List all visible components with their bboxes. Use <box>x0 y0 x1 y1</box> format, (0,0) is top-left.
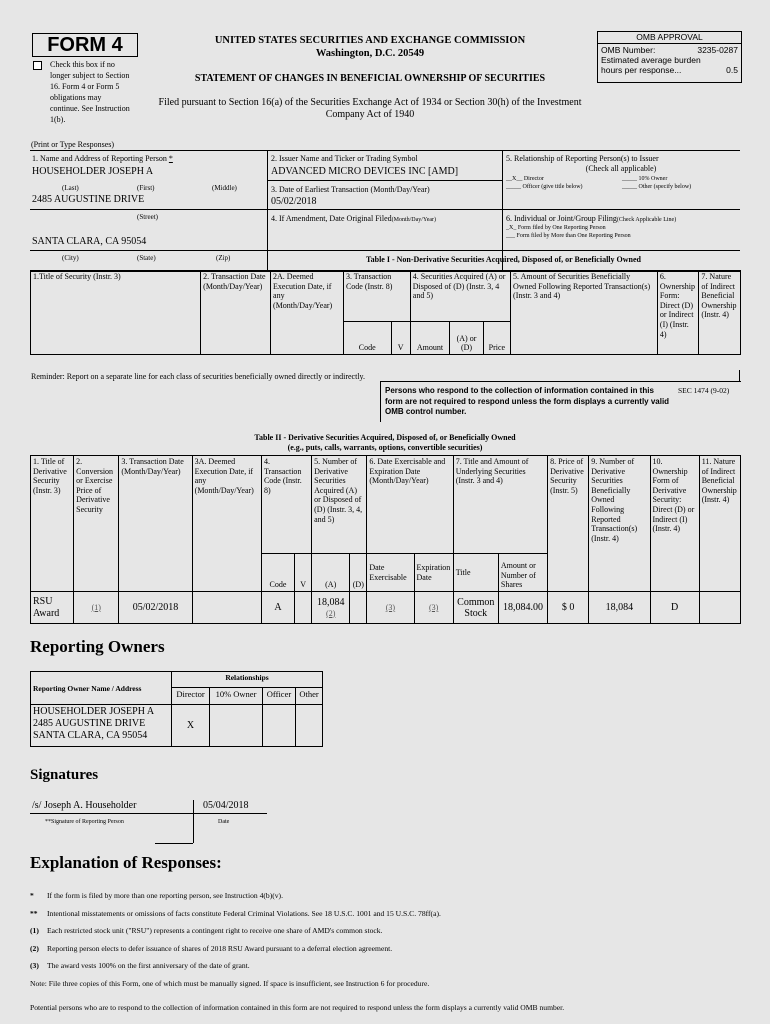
first-label: (First) <box>137 184 155 192</box>
owners-other-mark <box>296 705 323 747</box>
relationship-check: (Check all applicable) <box>585 164 657 173</box>
t1-amount: Amount <box>410 322 450 355</box>
omb-number: 3235-0287 <box>697 45 738 55</box>
omb-hours: 0.5 <box>726 65 738 75</box>
explanation-text: If the form is filed by more than one reporting person, see Instruction 4(b)(v). <box>47 891 283 900</box>
street-address: 2485 AUGUSTINE DRIVE <box>32 194 145 205</box>
t2-row-title: Common Stock <box>453 592 498 624</box>
t2-v: V <box>295 554 312 592</box>
print-type: (Print or Type Responses) <box>31 140 115 149</box>
t2-row-owned: 18,084 <box>589 592 650 624</box>
t2-h2: 2. Conversion or Exercise Price of Derivative Security <box>74 456 119 592</box>
owners-10pct-mark <box>210 705 263 747</box>
omb-title: OMB APPROVAL <box>598 32 741 44</box>
t2-row-d <box>350 592 367 624</box>
owners-col-name: Reporting Owner Name / Address <box>31 672 172 705</box>
t1-h1: 1.Title of Security (Instr. 3) <box>31 271 201 355</box>
city-address: SANTA CLARA, CA 95054 <box>32 236 147 247</box>
table1 <box>30 270 741 355</box>
t2-h9: 9. Number of Derivative Securities Beneficially Owned Following Reported Transaction(s) (Instr. 4) <box>589 456 650 592</box>
signature-label: **Signature of Reporting Person <box>45 819 124 825</box>
t2-h5: 5. Number of Derivative Securities Acquired (A) or Disposed of (D) (Instr. 3, 4, and 5) <box>312 456 367 554</box>
t2-h10: 10. Ownership Form of Derivative Security: Direct (D) or Indirect (I) (Instr. 4) <box>650 456 699 592</box>
divider <box>267 150 268 270</box>
divider <box>155 843 193 844</box>
no-longer-subject-checkbox[interactable] <box>33 61 42 70</box>
agency-city: Washington, D.C. 20549 <box>315 48 425 59</box>
omb-hours-label: hours per response... <box>601 65 682 75</box>
form-title: FORM 4 <box>47 34 123 56</box>
explanation-mark: * <box>30 891 34 900</box>
t2-row-exp[interactable]: (3) <box>414 592 453 624</box>
owners-name: HOUSEHOLDER JOSEPH A <box>33 706 155 717</box>
t1-h4: 4. Securities Acquired (A) or Disposed of (D) (Instr. 3, 4 and 5) <box>410 271 510 322</box>
owners-10pct-col: 10% Owner <box>210 688 263 705</box>
relationship-officer: _____ Officer (give title below) <box>506 184 583 190</box>
owners-address <box>31 705 172 747</box>
t1-h7: 7. Nature of Indirect Beneficial Ownership (Instr. 4) <box>699 271 741 355</box>
relationship-label: 5. Relationship of Reporting Person(s) to Issuer <box>506 154 659 163</box>
t2-amount-col: Amount or Number of Shares <box>498 554 547 592</box>
t2-row-nature <box>699 592 740 624</box>
t1-price: Price <box>483 322 510 355</box>
explanation-item <box>30 961 740 979</box>
t1-h5: 5. Amount of Securities Beneficially Owned Following Reported Transaction(s) (Instr. 3 and 4) <box>511 271 658 355</box>
agency-name: UNITED STATES SECURITIES AND EXCHANGE COMMISSION <box>214 35 526 46</box>
relationship-10pct: _____ 10% Owner <box>622 176 668 182</box>
signature: /s/ Joseph A. Householder <box>32 800 137 811</box>
last-label: (Last) <box>62 184 79 192</box>
t2-row-v <box>295 592 312 624</box>
t2-row-shares: 18,084.00 <box>498 592 547 624</box>
owners-city: SANTA CLARA, CA 95054 <box>33 730 148 741</box>
owners-officer-mark <box>263 705 296 747</box>
t2-row-conv-note[interactable]: (1) <box>74 592 119 624</box>
reminder: Reminder: Report on a separate line for each class of securities beneficially owned directly or indirectly. <box>31 372 366 381</box>
statement-title: STATEMENT OF CHANGES IN BENEFICIAL OWNERSHIP OF SECURITIES <box>194 73 546 84</box>
relationship-other: _____ Other (specify below) <box>622 184 692 190</box>
persons-notice: Persons who respond to the collection of information contained in this form are not required to respond unless the form displays a currently valid OMB control number. <box>385 386 670 416</box>
t2-row-security: RSU Award <box>31 592 74 624</box>
note-text: Note: File three copies of this Form, one of which must be manually signed. If space is insufficient, see Instruction 6 for procedure. <box>30 979 430 988</box>
table-row <box>31 592 741 624</box>
filed-pursuant: Filed pursuant to Section 16(a) of the Securities Exchange Act of 1934 or Section 30(h) of the Investment Company Act of 1940 <box>158 97 582 120</box>
zip-label: (Zip) <box>216 254 231 262</box>
table2 <box>30 455 741 624</box>
table2-subtitle: (e.g., puts, calls, warrants, options, convertible securities) <box>287 443 483 452</box>
omb-burden-label: Estimated average burden <box>601 55 701 65</box>
potential-text: Potential persons who are to respond to the collection of information contained in this form are not required to respond unless the form displays a currently valid OMB number. <box>30 1003 565 1012</box>
explanation-mark: ** <box>30 908 38 918</box>
joint-filing-label: 6. Individual or Joint/Group Filing(Check Applicable Line) <box>506 214 677 223</box>
t2-h1: 1. Title of Derivative Security (Instr. 3) <box>31 456 74 592</box>
owners-other-col: Other <box>296 688 323 705</box>
explanation-heading: Explanation of Responses: <box>30 853 222 872</box>
table-row <box>31 705 323 747</box>
reporting-owners-heading: Reporting Owners <box>30 637 165 656</box>
explanation-item <box>30 909 740 927</box>
omb-number-label: OMB Number: <box>601 45 656 55</box>
t1-v: V <box>391 322 410 355</box>
form-title-box <box>32 33 138 57</box>
sec-code: SEC 1474 (9-02) <box>678 386 730 395</box>
table2-title: Table II - Derivative Securities Acquired, Disposed of, or Beneficially Owned <box>254 433 516 442</box>
t2-h7: 7. Title and Amount of Underlying Securities (Instr. 3 and 4) <box>453 456 547 554</box>
t2-d: (D) <box>350 554 367 592</box>
explanation-mark: (3) <box>30 961 39 970</box>
t2-h6: 6. Date Exercisable and Expiration Date (Month/Day/Year) <box>367 456 453 554</box>
t2-row-price: $ 0 <box>548 592 589 624</box>
issuer-name: ADVANCED MICRO DEVICES INC [AMD] <box>271 166 459 177</box>
t1-h3: 3. Transaction Code (Instr. 8) <box>343 271 410 322</box>
owners-street: 2485 AUGUSTINE DRIVE <box>33 718 146 729</box>
name-label: 1. Name and Address of Reporting Person * <box>32 154 173 163</box>
table1-title: Table I - Non-Derivative Securities Acquired, Disposed of, or Beneficially Owned <box>366 255 641 264</box>
divider <box>193 800 194 843</box>
t2-h3a: 3A. Deemed Execution Date, if any (Month/Day/Year) <box>192 456 261 592</box>
t2-row-code: A <box>261 592 294 624</box>
earliest-date-label: 3. Date of Earliest Transaction (Month/Day/Year) <box>271 185 430 194</box>
t2-a: (A) <box>312 554 350 592</box>
divider <box>267 180 502 181</box>
explanation-item <box>30 926 740 944</box>
t2-row-form: D <box>650 592 699 624</box>
divider <box>502 150 503 270</box>
state-label: (State) <box>137 254 156 262</box>
t2-exp: Expiration Date <box>414 554 453 592</box>
t2-h8: 8. Price of Derivative Security (Instr. 5) <box>548 456 589 592</box>
issuer-label: 2. Issuer Name and Ticker or Trading Symbol <box>271 154 418 163</box>
divider <box>30 813 193 814</box>
t2-h11: 11. Nature of Indirect Beneficial Ownership (Instr. 4) <box>699 456 740 592</box>
t1-h2: 2. Transaction Date (Month/Day/Year) <box>201 271 271 355</box>
explanation-text: Reporting person elects to defer issuance of shares of 2018 RSU Award pursuant to a deferral election agreement. <box>47 943 393 953</box>
checkbox-text: Check this box if no longer subject to Section 16. Form 4 or Form 5 obligations may continue. See Instruction 1(b). <box>50 60 130 124</box>
t2-row-date-ex[interactable]: (3) <box>367 592 414 624</box>
owners-director-mark: X <box>172 705 210 747</box>
divider <box>30 250 740 251</box>
street-label: (Street) <box>137 213 158 221</box>
owners-officer-col: Officer <box>263 688 296 705</box>
explanation-item <box>30 891 740 909</box>
reporting-person-name: HOUSEHOLDER JOSEPH A <box>32 166 154 177</box>
joint-filing-one: _X_ Form filed by One Reporting Person <box>506 225 606 231</box>
middle-label: (Middle) <box>212 184 237 192</box>
reporting-owners-table <box>30 671 323 747</box>
t2-code: Code <box>261 554 294 592</box>
t1-h2a: 2A. Deemed Execution Date, if any (Month/Day/Year) <box>271 271 344 355</box>
explanation-text: The award vests 100% on the first anniversary of the date of grant. <box>47 961 250 970</box>
t1-h6: 6. Ownership Form: Direct (D) or Indirect (I) (Instr. 4) <box>657 271 699 355</box>
t2-h4: 4. Transaction Code (Instr. 8) <box>261 456 311 554</box>
explanation-text: Each restricted stock unit ("RSU") represents a contingent right to receive one share of AMD's common stock. <box>47 926 383 935</box>
explanation-text: Intentional misstatements or omissions of facts constitute Federal Criminal Violations. See 18 U.S.C. 1001 and 15 U.S.C. 78ff(a). <box>47 908 441 918</box>
t2-h3: 3. Transaction Date (Month/Day/Year) <box>119 456 192 592</box>
divider <box>30 209 267 210</box>
amendment-label: 4. If Amendment, Date Original Filed(Month/Day/Year) <box>271 214 437 223</box>
t2-row-deemed <box>192 592 261 624</box>
t2-row-date: 05/02/2018 <box>119 592 192 624</box>
explanation-item <box>30 944 740 962</box>
earliest-date: 05/02/2018 <box>271 196 317 207</box>
signatures-heading: Signatures <box>30 767 99 783</box>
t2-row-amount-note[interactable]: (2) <box>326 608 336 618</box>
t2-row-amount: 18,084 (2) <box>312 592 350 624</box>
t2-title-col: Title <box>453 554 498 592</box>
divider <box>267 209 740 210</box>
signature-date: 05/04/2018 <box>203 800 249 811</box>
owners-director-col: Director <box>172 688 210 705</box>
explanation-mark: (1) <box>30 926 39 935</box>
explanation-list <box>30 891 740 979</box>
owners-relationships: Relationships <box>172 672 323 688</box>
t1-aord: (A) or (D) <box>450 322 483 355</box>
t2-date-ex: Date Exercisable <box>367 554 414 592</box>
omb-approval-box <box>597 31 742 83</box>
relationship-director: __X__ Director <box>506 176 544 182</box>
t1-code: Code <box>343 322 391 355</box>
divider <box>193 813 267 814</box>
date-label: Date <box>218 819 230 825</box>
explanation-mark: (2) <box>30 943 39 953</box>
joint-filing-more: ___ Form filed by More than One Reporting Person <box>506 233 631 239</box>
city-label: (City) <box>62 254 79 262</box>
divider <box>739 370 740 382</box>
